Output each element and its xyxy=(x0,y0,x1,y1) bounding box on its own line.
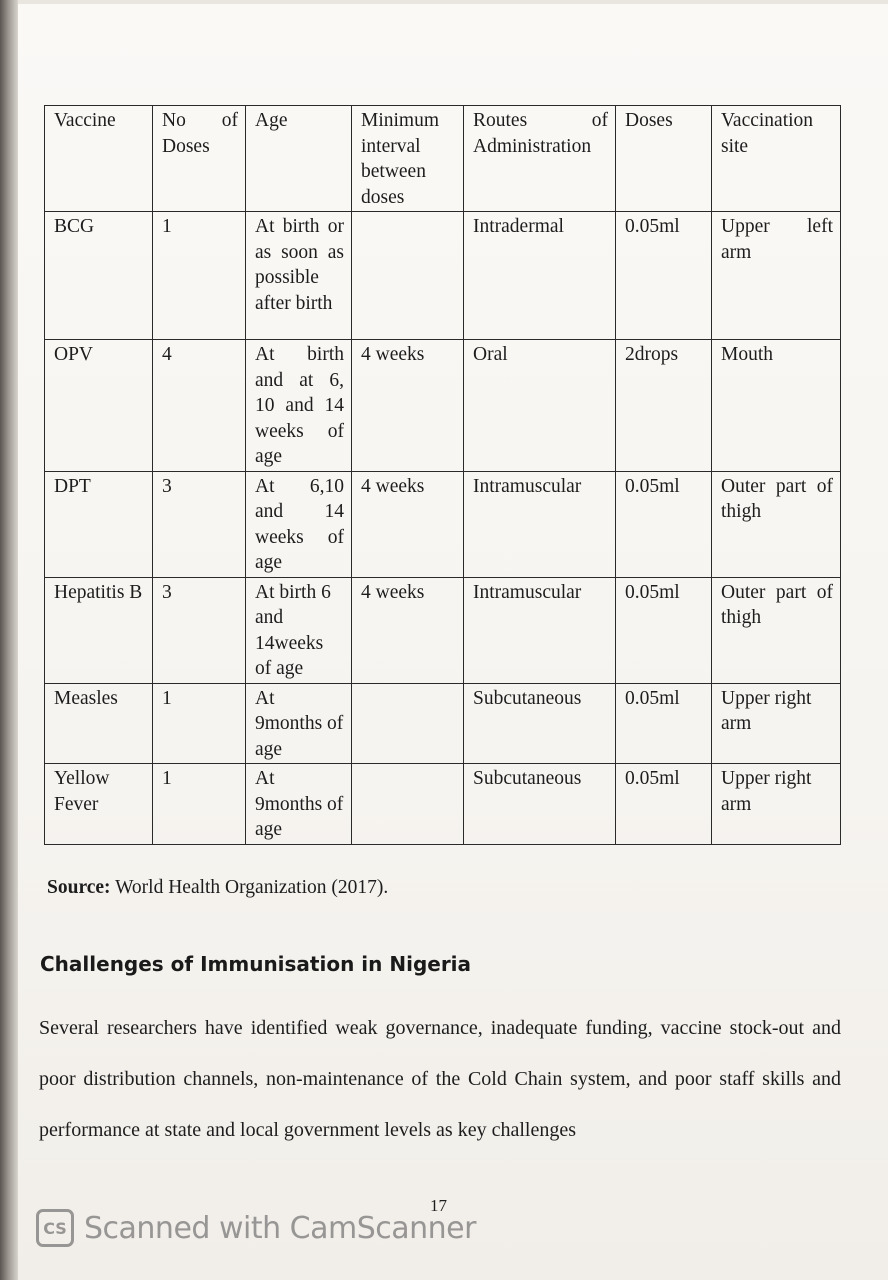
cell-vaccine: OPV xyxy=(45,340,153,472)
cell-no-of-doses: 1 xyxy=(153,764,246,845)
table-row xyxy=(45,764,841,845)
camscanner-watermark xyxy=(36,1208,476,1248)
cell-route: Subcutaneous xyxy=(464,683,616,764)
header-vaccination-site: Vaccination site xyxy=(712,106,841,212)
table-row xyxy=(45,212,841,340)
cell-age: At 6,10 and 14 weeks of age xyxy=(246,471,352,577)
table-row xyxy=(45,683,841,764)
cell-route: Intramuscular xyxy=(464,471,616,577)
section-heading: Challenges of Immunisation in Nigeria xyxy=(40,952,472,976)
cell-vaccination-site: Outer part of thigh xyxy=(712,471,841,577)
cell-vaccine: BCG xyxy=(45,212,153,340)
table-header-row xyxy=(45,106,841,212)
cell-minimum-interval xyxy=(352,683,464,764)
cell-dose: 0.05ml xyxy=(616,764,712,845)
cell-minimum-interval xyxy=(352,764,464,845)
cell-age: At birth or as soon as possible after birth xyxy=(246,212,352,340)
cell-no-of-doses: 3 xyxy=(153,577,246,683)
cell-dose: 0.05ml xyxy=(616,471,712,577)
body-paragraph: Several researchers have identified weak governance, inadequate funding, vaccine stock-out and poor distribution channels, non-maintenance of the Cold Chain system, and poor staff skills and performance at state and local government levels as key challenges xyxy=(39,1017,841,1141)
cell-route: Oral xyxy=(464,340,616,472)
header-age: Age xyxy=(246,106,352,212)
cell-dose: 0.05ml xyxy=(616,577,712,683)
table-row xyxy=(45,340,841,472)
watermark-text: Scanned with CamScanner xyxy=(84,1210,476,1246)
cell-vaccine: Yellow Fever xyxy=(45,764,153,845)
cell-vaccination-site: Mouth xyxy=(712,340,841,472)
source-citation xyxy=(47,877,388,899)
source-text: World Health Organization (2017). xyxy=(115,877,389,898)
cell-minimum-interval: 4 weeks xyxy=(352,340,464,472)
cell-no-of-doses: 4 xyxy=(153,340,246,472)
header-no-of-doses: No of Doses xyxy=(153,106,246,212)
cell-minimum-interval: 4 weeks xyxy=(352,577,464,683)
cell-dose: 0.05ml xyxy=(616,212,712,340)
cell-vaccination-site: Upper right arm xyxy=(712,683,841,764)
cell-vaccine: Measles xyxy=(45,683,153,764)
page-number: 17 xyxy=(430,1196,447,1215)
table-row xyxy=(45,577,841,683)
header-minimum-interval: Minimum interval between doses xyxy=(352,106,464,212)
cell-vaccination-site: Outer part of thigh xyxy=(712,577,841,683)
header-doses: Doses xyxy=(616,106,712,212)
table-row xyxy=(45,471,841,577)
cell-age: At birth 6 and 14weeks of age xyxy=(246,577,352,683)
immunisation-schedule-table xyxy=(44,105,841,845)
cell-route: Subcutaneous xyxy=(464,764,616,845)
cell-vaccine: Hepatitis B xyxy=(45,577,153,683)
header-routes: Routes of Administration xyxy=(464,106,616,212)
cell-minimum-interval xyxy=(352,212,464,340)
cell-route: Intradermal xyxy=(464,212,616,340)
cell-minimum-interval: 4 weeks xyxy=(352,471,464,577)
cell-dose: 2drops xyxy=(616,340,712,472)
cell-dose: 0.05ml xyxy=(616,683,712,764)
cell-vaccination-site: Upper right arm xyxy=(712,764,841,845)
cell-age: At 9months of age xyxy=(246,764,352,845)
cell-age: At 9months of age xyxy=(246,683,352,764)
page-edge-shadow xyxy=(0,0,18,1280)
cell-no-of-doses: 3 xyxy=(153,471,246,577)
cell-route: Intramuscular xyxy=(464,577,616,683)
cell-age: At birth and at 6, 10 and 14 weeks of age xyxy=(246,340,352,472)
cell-no-of-doses: 1 xyxy=(153,212,246,340)
source-label: Source: xyxy=(47,877,111,898)
header-vaccine: Vaccine xyxy=(45,106,153,212)
camscanner-logo-icon: CS xyxy=(36,1209,74,1247)
cell-no-of-doses: 1 xyxy=(153,683,246,764)
cell-vaccine: DPT xyxy=(45,471,153,577)
cell-vaccination-site: Upper left arm xyxy=(712,212,841,340)
